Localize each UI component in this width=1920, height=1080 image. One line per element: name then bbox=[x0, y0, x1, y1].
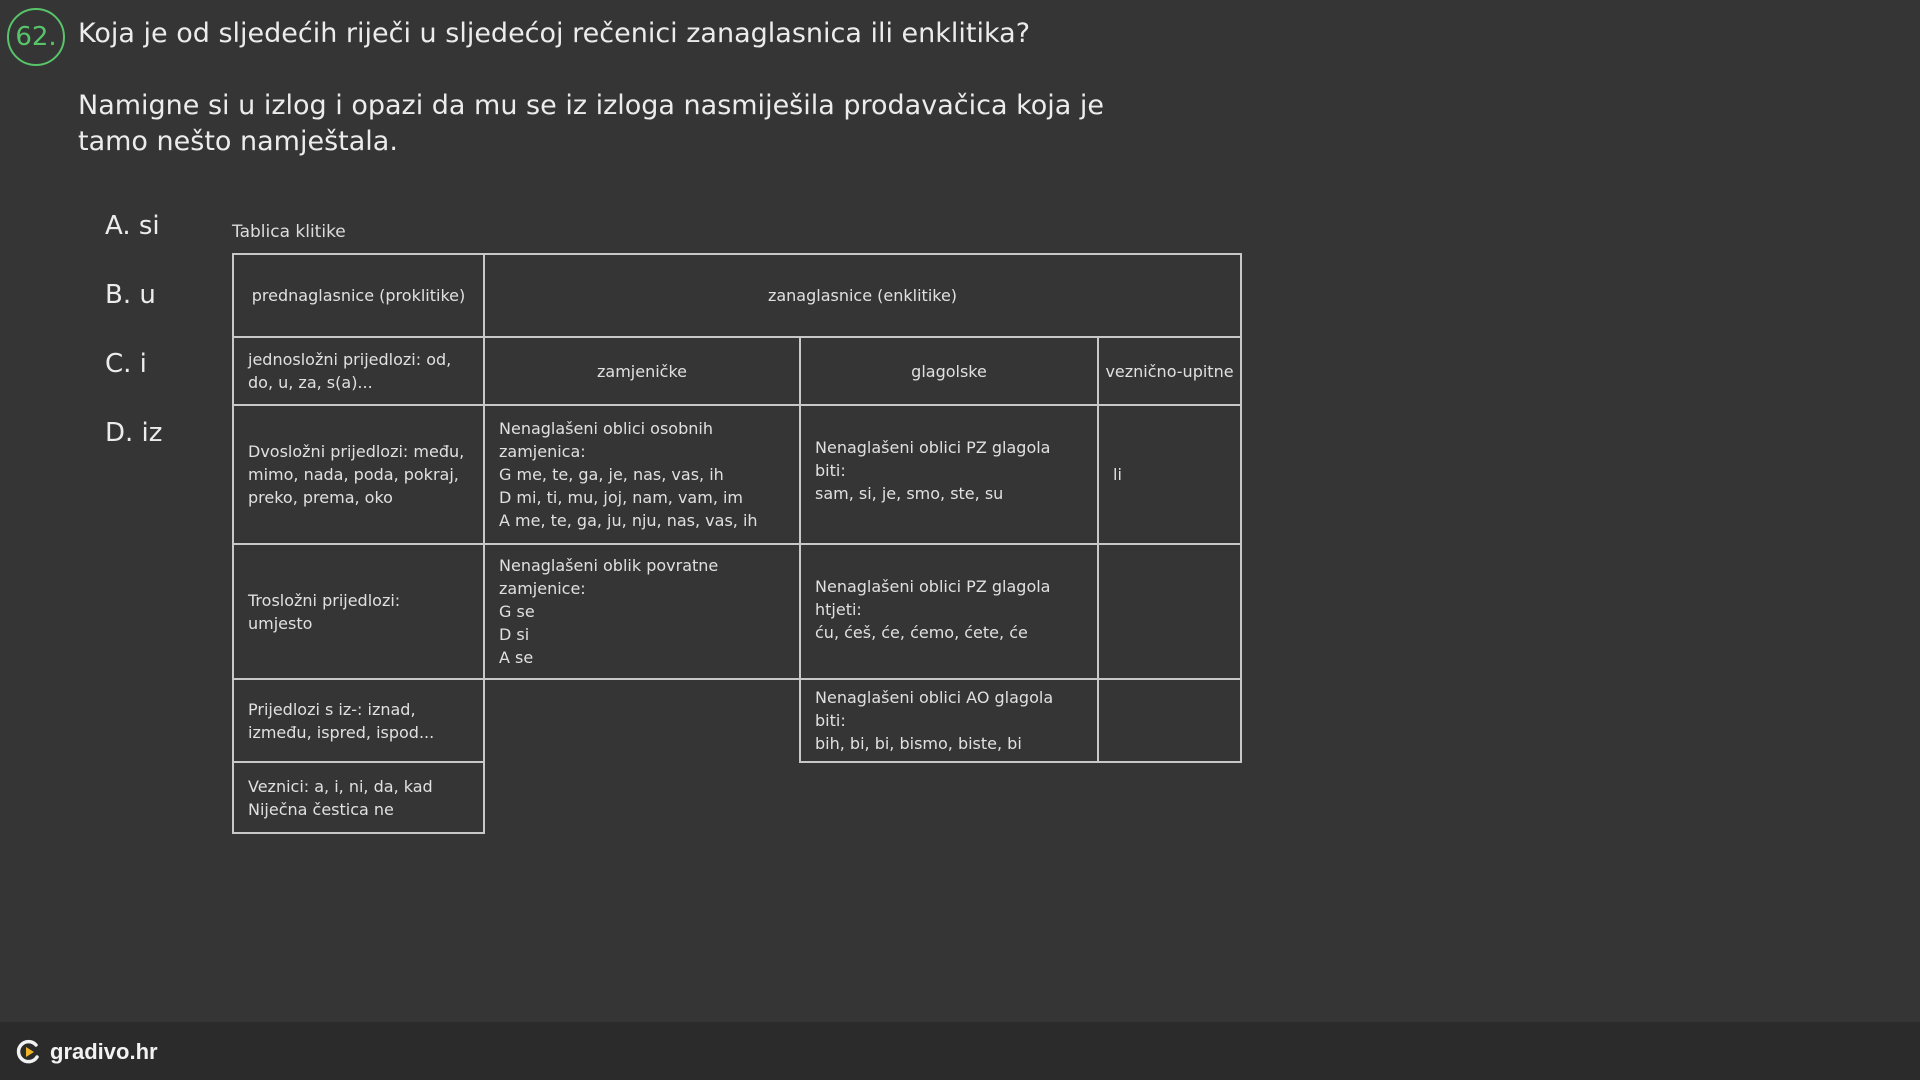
table-row bbox=[233, 337, 1241, 405]
table-row bbox=[233, 762, 1241, 833]
cell-veznicko-li: li bbox=[1098, 405, 1241, 544]
cell-proklitike-troslozni: Trosložni prijedlozi: umjesto bbox=[233, 544, 484, 679]
cell-proklitike-dvoslozni: Dvosložni prijedlozi: među, mimo, nada, poda, pokraj, preko, prema, oko bbox=[233, 405, 484, 544]
cell-line: Niječna čestica ne bbox=[248, 799, 394, 819]
question-number-badge: 62. bbox=[7, 8, 65, 66]
cell-glagolske-biti-ao bbox=[800, 679, 1098, 762]
cell-empty bbox=[800, 762, 1098, 833]
cell-line: A me, te, ga, ju, nju, nas, vas, ih bbox=[499, 511, 758, 530]
cell-line: Nenaglašeni oblici PZ glagola htjeti: bbox=[815, 577, 1051, 619]
cell-line: Veznici: a, i, ni, da, kad bbox=[248, 776, 433, 796]
cell-line: Nenaglašeni oblici AO glagola biti: bbox=[815, 688, 1054, 730]
option-b[interactable]: B. u bbox=[105, 280, 156, 310]
header-zamjenicke: zamjeničke bbox=[484, 337, 800, 405]
header-enklitike: zanaglasnice (enklitike) bbox=[484, 254, 1241, 337]
table-caption: Tablica klitike bbox=[232, 222, 346, 242]
cell-proklitike-veznici bbox=[233, 762, 484, 833]
header-proklitike: prednaglasnice (proklitike) bbox=[233, 254, 484, 337]
header-glagolske: glagolske bbox=[800, 337, 1098, 405]
cell-line: A se bbox=[499, 648, 534, 667]
cell-line: sam, si, je, smo, ste, su bbox=[815, 484, 1004, 503]
cell-line: bih, bi, bi, bismo, biste, bi bbox=[815, 734, 1022, 753]
cell-zamjenicke-povratna bbox=[484, 544, 800, 679]
cell-empty bbox=[1098, 762, 1241, 833]
option-c[interactable]: C. i bbox=[105, 349, 147, 379]
question-text: Koja je od sljedećih riječi u sljedećoj rečenici zanaglasnica ili enklitika? bbox=[78, 18, 1031, 49]
brand-logo[interactable] bbox=[14, 1038, 158, 1066]
option-d[interactable]: D. iz bbox=[105, 418, 163, 448]
option-a[interactable]: A. si bbox=[105, 211, 160, 241]
cell-line: G se bbox=[499, 602, 535, 621]
cell-glagolske-htjeti bbox=[800, 544, 1098, 679]
answer-options bbox=[105, 208, 162, 484]
cell-empty bbox=[1098, 679, 1241, 762]
cell-empty bbox=[484, 762, 800, 833]
cell-line: Nenaglašeni oblik povratne zamjenice: bbox=[499, 556, 719, 598]
cell-zamjenicke-osobne bbox=[484, 405, 800, 544]
cell-glagolske-biti-pz bbox=[800, 405, 1098, 544]
cell-empty bbox=[1098, 544, 1241, 679]
footer-bar bbox=[0, 1022, 1920, 1080]
cell-proklitike-jednoslozni: jednosložni prijedlozi: od, do, u, za, s(a)... bbox=[233, 337, 484, 405]
cell-line: G me, te, ga, je, nas, vas, ih bbox=[499, 465, 724, 484]
table-row bbox=[233, 544, 1241, 679]
table-row bbox=[233, 405, 1241, 544]
gradivo-logo-icon bbox=[14, 1038, 42, 1066]
cell-empty bbox=[484, 679, 800, 762]
cell-line: D mi, ti, mu, joj, nam, vam, im bbox=[499, 488, 744, 507]
cell-line: Nenaglašeni oblici PZ glagola biti: bbox=[815, 438, 1051, 480]
header-veznicko-upitne: veznično-upitne bbox=[1098, 337, 1241, 405]
table-header-row bbox=[233, 254, 1241, 337]
cell-proklitike-iz: Prijedlozi s iz-: iznad, između, ispred, ispod... bbox=[233, 679, 484, 762]
brand-name: gradivo.hr bbox=[50, 1039, 158, 1064]
cell-line: Nenaglašeni oblici osobnih zamjenica: bbox=[499, 419, 713, 461]
example-sentence: Namigne si u izlog i opazi da mu se iz izloga nasmiješila prodavačica koja je tamo nešto namještala. bbox=[78, 90, 1104, 157]
cell-line: ću, ćeš, će, ćemo, ćete, će bbox=[815, 623, 1028, 642]
cell-line: D si bbox=[499, 625, 530, 644]
table-row bbox=[233, 679, 1241, 762]
clitics-table bbox=[232, 253, 1242, 834]
